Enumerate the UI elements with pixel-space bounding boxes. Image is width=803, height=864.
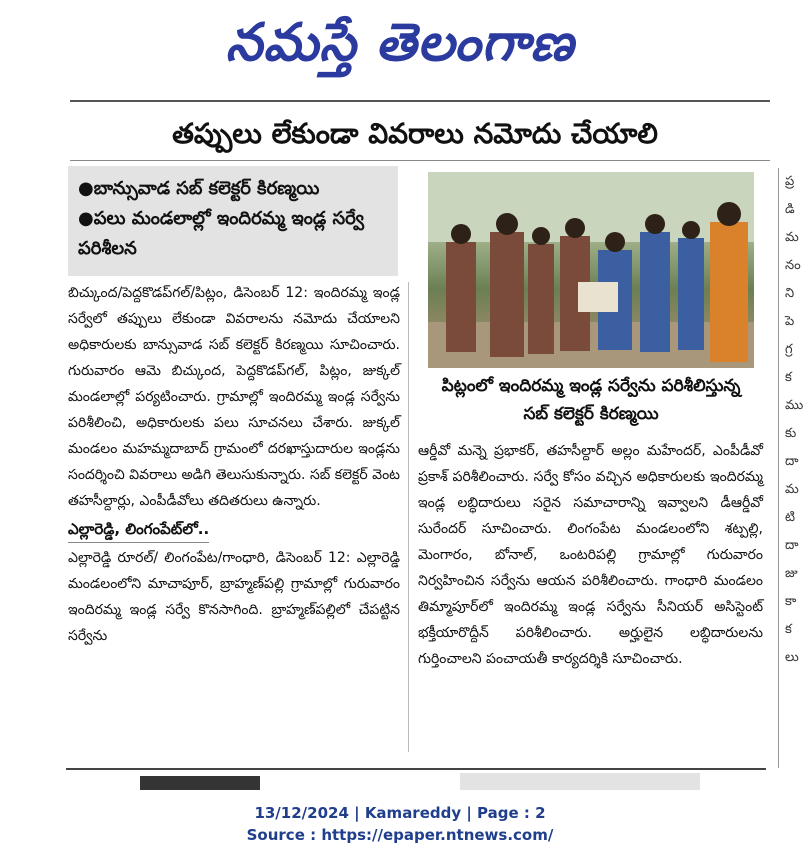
- strip-text-fragment: మ: [785, 482, 799, 497]
- article-column-2: [418, 438, 763, 672]
- adjacent-article-strip: [778, 168, 801, 768]
- footer-source-link[interactable]: Source : https://epaper.ntnews.com/: [246, 826, 554, 844]
- next-article-fragment: [460, 773, 700, 790]
- footer-date-edition: 13/12/2024 | Kamareddy | Page : 2: [254, 804, 546, 822]
- strip-text-fragment: క: [785, 622, 792, 637]
- article-paragraph: ఎల్లారెడ్డి రూరల్/ లింగంపేట/గాంధారి, డిసెంబర్ 12: ఎల్లారెడ్డి మండలంలోని మాచాపూర్, బ్రాహ్మణ్‌పల్లి గ్రామాల్లో గురువారం ఇందిరమ్మ ఇండ్ల సర్వే కొనసాగింది. బ్రాహ్మణ్‌పల్లిలో చేపట్టిన సర్వేను: [68, 550, 400, 644]
- strip-text-fragment: ప్ర: [785, 174, 795, 189]
- strip-text-fragment: జు: [785, 566, 798, 581]
- strip-text-fragment: కు: [785, 426, 797, 441]
- strip-text-fragment: కా: [785, 594, 797, 609]
- article-column-1: [68, 280, 400, 649]
- strip-text-fragment: గ్ర: [785, 342, 793, 357]
- article-headline: తప్పులు లేకుండా వివరాలు నమోదు చేయాలి: [172, 117, 658, 150]
- strip-text-fragment: ము: [785, 398, 803, 413]
- strip-text-fragment: దా: [785, 454, 799, 469]
- article-photo: [428, 172, 754, 368]
- strip-text-fragment: డి: [785, 202, 795, 217]
- strip-text-fragment: పె: [785, 314, 795, 329]
- article-subheads: [68, 166, 398, 276]
- subhead-line: ●పలు మండలాల్లో ఇందిరమ్మ ఇండ్ల సర్వే పరిశీలన: [78, 208, 365, 259]
- photo-caption: పిట్లంలో ఇందిరమ్మ ఇండ్ల సర్వేను పరిశీలిస్తున్న సబ్ కలెక్టర్ కిరణ్మయి: [441, 376, 741, 424]
- subhead-line: ●బాన్సువాడ సబ్ కలెక్టర్ కిరణ్మయి: [78, 178, 320, 199]
- article-paragraph: బిచ్కుంద/పెద్దకొడప్‌గల్/పిట్లం, డిసెంబర్ 12: ఇందిరమ్మ ఇండ్ల సర్వేలో తప్పులు లేకుండా వివరాలను నమోదు చేయాలని అధికారులకు బాన్సువాడ సబ్ కలెక్టర్ కిరణ్మయి సూచించారు. గురువారం ఆమె బిచ్కుంద, పెద్దకొడప్‌గల్, పిట్లం, జుక్కల్ మండలాల్లో పర్యటించారు. గ్రామాల్లో ఇందిరమ్మ ఇండ్ల సర్వేను పరిశీలించి, అధికారులకు పలు సూచనలు చేశారు. జుక్కల్ మండలం మహమ్మదాబాద్ గ్రామంలో దరఖాస్తుదారుల ఇండ్లను సందర్శించి వివరాలు అడిగి తెలుసుకున్నారు. సబ్ కలెక్టర్ వెంట తహసీల్దార్లు, ఎంపీడీవోలు తదితరులు ఉన్నారు.: [68, 285, 400, 509]
- headline-divider: [70, 160, 770, 161]
- column-divider: [408, 282, 409, 752]
- strip-text-fragment: మ: [785, 230, 799, 245]
- strip-text-fragment: లు: [785, 650, 799, 665]
- masthead-logo: నమస్తే తెలంగాణ: [225, 12, 575, 73]
- photo-illustration: [428, 172, 754, 368]
- page-bottom-divider: [66, 768, 766, 770]
- strip-text-fragment: దా: [785, 538, 799, 553]
- strip-text-fragment: నం: [785, 258, 801, 273]
- strip-text-fragment: ని: [785, 286, 795, 301]
- section-title: ఎల్లారెడ్డి, లింగంపేట్‌లో..: [68, 516, 209, 543]
- article-paragraph: ఆర్డీవో మన్నె ప్రభాకర్, తహసీల్దార్ అల్లం మహేందర్, ఎంపీడీవో ప్రకాశ్ పరిశీలించారు. సర్వే కోసం వచ్చిన అధికారులకు ఇందిరమ్మ ఇండ్ల లబ్ధిదారులు సరైన సమాచారాన్ని ఇవ్వాలని డీఆర్డీవో సురేందర్ సూచించారు. లింగంపేట మండలంలోని శట్పల్లి, మెంగారం, బోనాల్, ఒంటరిపల్లి గ్రామాల్లో గురువారం నిర్వహించిన సర్వేను ఆయన పరిశీలించారు. గాంధారి మండలం తిమ్మాపూర్‌లో ఇందిరమ్మ ఇండ్ల సర్వేను సీనియర్ అసిస్టెంట్ భక్తీయారొద్దీన్ పరిశీలించారు. అర్హులైన లబ్ధిదారులను గుర్తించాలని పంచాయతీ కార్యదర్శికి సూచించారు.: [418, 443, 763, 667]
- strip-text-fragment: క: [785, 370, 792, 385]
- page-footer: [0, 802, 800, 846]
- strip-text-fragment: టి: [785, 510, 796, 525]
- next-article-fragment: [140, 776, 260, 790]
- masthead-divider: [70, 100, 770, 102]
